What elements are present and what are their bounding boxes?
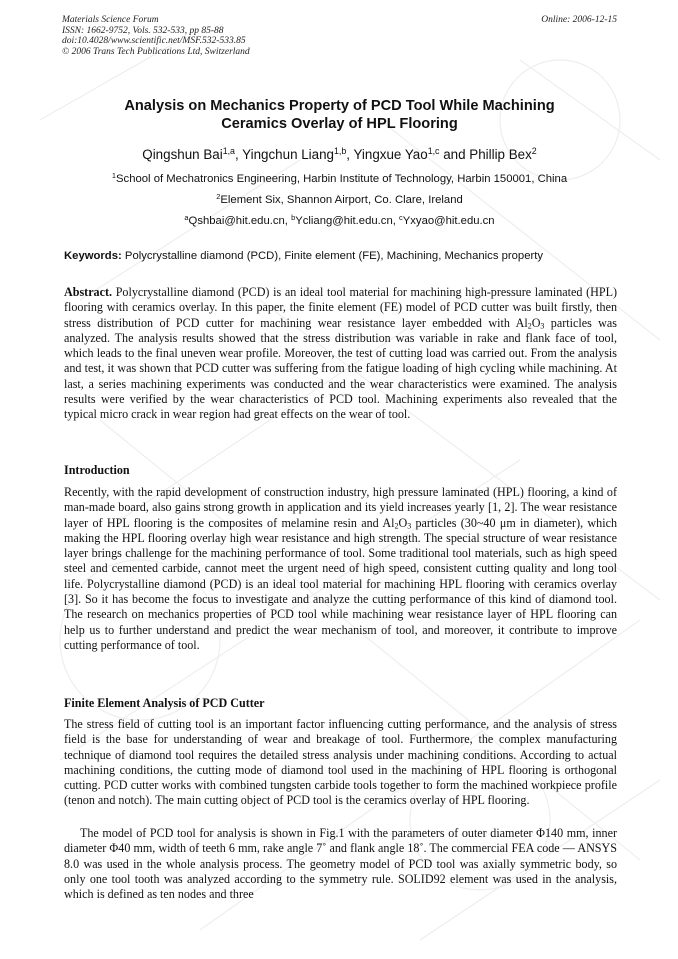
affiliation-text: Element Six, Shannon Airport, Co. Clare, Ireland (220, 194, 463, 206)
keywords-label: Keywords: (64, 250, 122, 262)
author-list (62, 146, 617, 164)
section-heading-fea: Finite Element Analysis of PCD Cutter (64, 696, 265, 710)
subscript: 3 (540, 321, 545, 331)
author-separator: , (234, 147, 243, 162)
author-sup: 1,c (427, 146, 440, 157)
fea-paragraph-1: The stress field of cutting tool is an important factor influencing cutting performance, and the analysis of stress field is the base for understanding of wear and breakage of tool. Furthermore, the complex manufacturing technique of diamond tool requires the detailed stress analysis under machining conditions. According to actual machining conditions, the cutting mode of diamond tool used in the machining of HPL flooring is orthogonal cutting. PCD cutter works with combined tungsten carbide tools together to form the machined workpiece profile (tenon and notch). The main cutting object of PCD tool is the ceramics overlay of HPL flooring. (64, 717, 617, 808)
author-sup: 2 (531, 146, 537, 157)
title-line-1: Analysis on Mechanics Property of PCD Tool While Machining (124, 98, 555, 114)
email-sup: b (291, 212, 296, 222)
fea-paragraph-2: The model of PCD tool for analysis is shown in Fig.1 with the parameters of outer diameter Φ140 mm, inner diameter Φ40 mm, width of teeth 6 mm, rake angle 7˚ and flank angle 18˚. The commercial FEA code — ANSYS 8.0 was used in the whole analysis process. The geometry model of PCD tool was axially symmetric body, so only one tool tooth was analyzed according to the symmetry rule. SOLID92 element was used in the analysis, which is defined as ten nodes and three (64, 826, 617, 902)
journal-doi: doi:10.4028/www.scientific.net/MSF.532-533.85 (62, 36, 246, 47)
email-sup: a (184, 212, 189, 222)
author-name: Phillip Bex (469, 147, 532, 162)
email-address: Yxyao@hit.edu.cn (402, 215, 495, 227)
keywords-text: Polycrystalline diamond (PCD), Finite element (FE), Machining, Mechanics property (124, 250, 544, 262)
intro-text: Recently, with the rapid development of construction industry, high pressure laminated (HPL) flooring, a kind of man-made board, also gains strong growth in application and its yield increases yearly [1, 2]. The wear resistance layer of HPL flooring is the composites of melamine resin and Al (64, 485, 617, 530)
intro-text: O (398, 515, 408, 530)
affiliation-1 (62, 172, 617, 187)
affiliation-sup: 1 (111, 170, 117, 180)
email-sup: c (399, 212, 403, 222)
affiliation-sup: 2 (216, 191, 221, 201)
author-and: and (439, 147, 470, 162)
affiliation-2 (62, 193, 617, 208)
abstract-label: Abstract. (64, 285, 113, 299)
email-address: Ycliang@hit.edu.cn (295, 215, 393, 227)
author-sup: 1,a (222, 146, 235, 157)
journal-issn: ISSN: 1662-9752, Vols. 532-533, pp 85-88 (62, 25, 224, 36)
abstract-text: Polycrystalline diamond (PCD) is an ideal tool material for machining high-pressure laminated (HPL) flooring with ceramics overlay. In this paper, the finite element (FE) model of PCD cutter was built firstly, then stress distribution of PCD cutter for machining wear resistance layer embedded with Al (64, 285, 617, 330)
author-separator: , (346, 147, 354, 162)
subscript: 2 (527, 321, 532, 331)
intro-text: particles (30~40 μm in diameter), which making the HPL flooring overlay high wear resistance and high strength. The special structure of wear resistance layer brings challenge for the machining performance of tool. Some traditional tool materials, such as high speed steel and cemented carbide, cannot meet the urgent need of high speed, consistent cutting quality and long tool life. Polycrystalline diamond (PCD) is an ideal tool material for machining HPL flooring with ceramics overlay [3]. So it has become the focus to investigate and analyze the cutting performance of this kind of diamond tool. The research on mechanics properties of PCD tool while machining wear resistance layer of HPL flooring can help us to further understand and predict the wear mechanism of tool, and moreover, it contribute to improve cutting performance of tool. (64, 515, 617, 652)
abstract-text: particles was analyzed. The analysis results showed that the stress distribution was variable in rake and flank face of tool, which leads to the final uneven wear profile. Moreover, the test of cutting load was carried out. From the analysis and test, it was shown that PCD cutter was suffering from the fatigue loading of high cycling while machining. At last, a series machining experiments was conducted and the wear characteristics were examined. The analysis results were verified by the wear characteristics of PCD tool. Machining experiments also revealed that the typical micro crack in wear region had great effects on the wear of tool. (64, 315, 617, 422)
subscript: 3 (407, 521, 412, 531)
affiliation-text: School of Mechatronics Engineering, Harbin Institute of Technology, Harbin 150001, China (116, 173, 568, 185)
section-heading-introduction: Introduction (64, 463, 130, 477)
author-sup: 1,b (334, 146, 347, 157)
journal-copyright: © 2006 Trans Tech Publications Ltd, Switzerland (62, 46, 250, 57)
journal-header (62, 15, 617, 57)
email-address: Qshbai@hit.edu.cn (188, 215, 285, 227)
title-line-2: Ceramics Overlay of HPL Flooring (221, 116, 458, 132)
online-date: Online: 2006-12-15 (541, 15, 617, 25)
subscript: 2 (394, 521, 399, 531)
introduction-paragraph (64, 485, 617, 653)
author-name: Yingchun Liang (242, 147, 334, 162)
journal-name: Materials Science Forum (62, 15, 159, 25)
author-name: Qingshun Bai (142, 147, 223, 162)
author-emails: $^a$Qshbai@hit.edu.cn, $^b$Ycliang@hit.edu.cn, $^c$Yxyao@hit.edu.cn (184, 212, 495, 227)
paper-title (62, 97, 617, 133)
abstract-text: O (531, 315, 541, 330)
author-name: Yingxue Yao (353, 147, 428, 162)
abstract-paragraph (64, 285, 617, 423)
keywords (64, 249, 617, 264)
